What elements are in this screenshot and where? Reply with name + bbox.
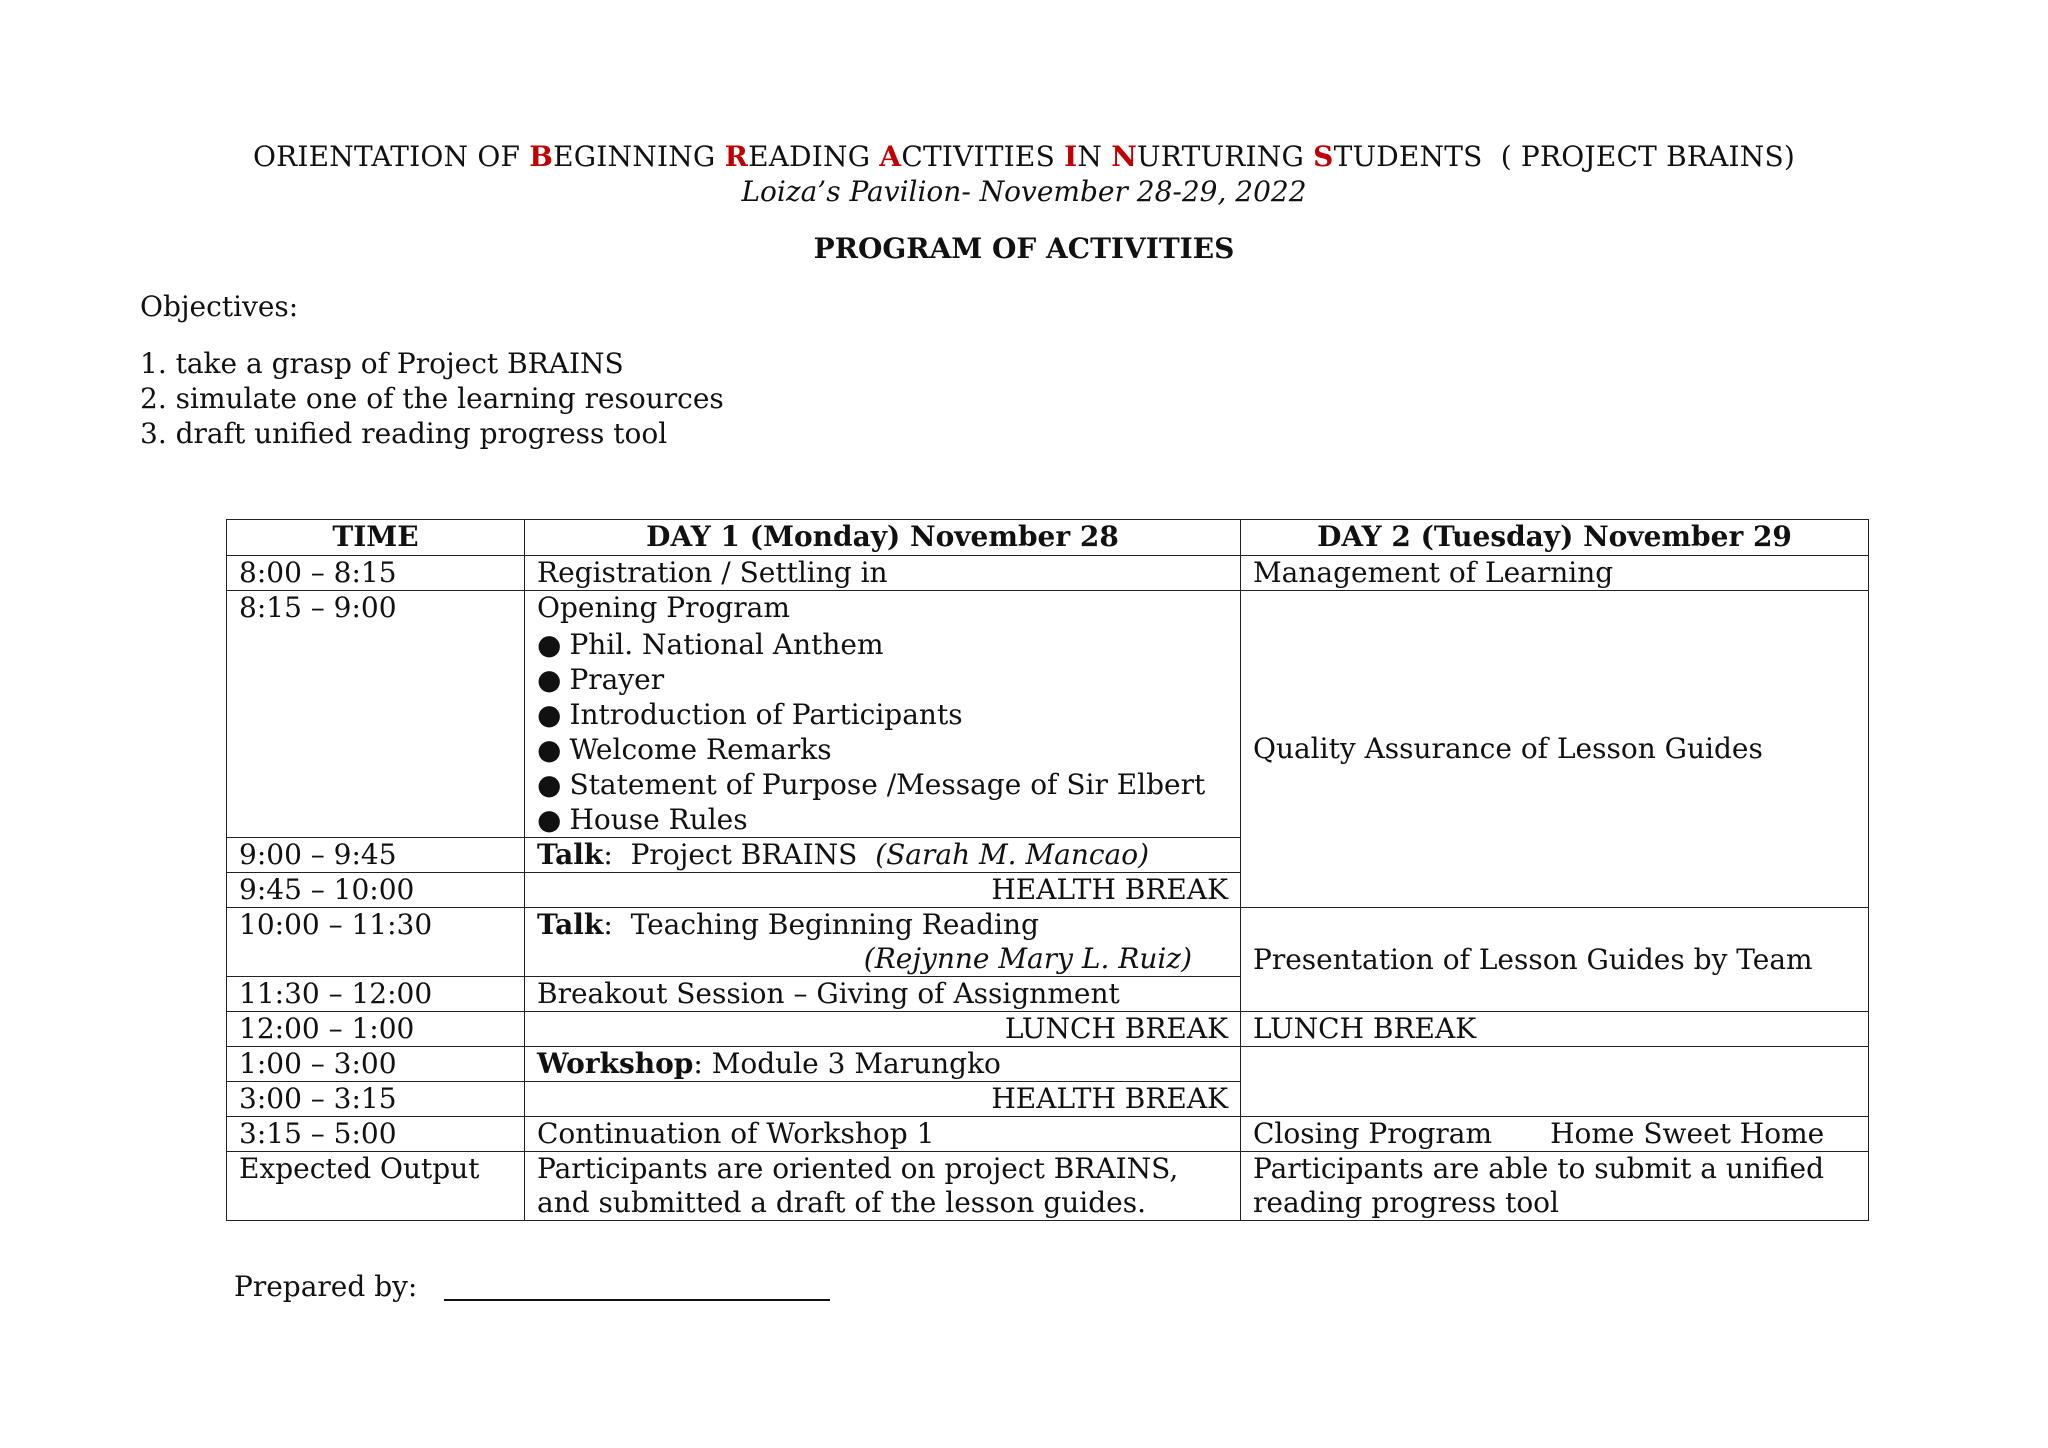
day2-presentation: Presentation of Lesson Guides by Team [1241, 908, 1869, 1012]
header-time: TIME [227, 520, 525, 556]
schedule-table [226, 519, 1869, 1221]
talk-label: Talk [537, 838, 604, 871]
bullet-icon: ● [537, 768, 562, 801]
table-row [227, 1152, 1869, 1221]
day1-lunch-break: LUNCH BREAK [525, 1012, 1241, 1047]
program-heading: PROGRAM OF ACTIVITIES [813, 232, 1235, 265]
title-initial: N [1111, 140, 1137, 173]
document-subtitle: Loiza’s Pavilion- November 28-29, 2022 [741, 175, 1307, 208]
home-sweet-home: Home Sweet Home [1550, 1117, 1825, 1150]
day2-empty-cell [1241, 1047, 1869, 1117]
talk-title: Project BRAINS [630, 838, 858, 871]
prepared-by-label: Prepared by: [234, 1270, 418, 1303]
talk-label: Talk [537, 908, 604, 941]
table-row [227, 1117, 1869, 1152]
day1-talk-1: Talk: Project BRAINS (Sarah M. Mancao) [525, 838, 1241, 873]
list-item: ● Phil. National Anthem [537, 628, 884, 661]
objective-item: 1. take a grasp of Project BRAINS [140, 347, 624, 380]
title-initial: R [724, 140, 749, 173]
talk-speaker: (Sarah M. Mancao) [875, 838, 1150, 871]
day1-workshop [525, 1047, 1241, 1082]
day1-registration: Registration / Settling in [525, 556, 1241, 591]
day2-expected-output: Participants are able to submit a unified reading progress tool [1241, 1152, 1869, 1221]
table-row [227, 591, 1869, 838]
title-segment: EADING [748, 140, 880, 173]
time-cell: 8:15 – 9:00 [227, 591, 525, 838]
title-segment: ORIENTATION OF [252, 140, 530, 173]
closing-program: Closing Program [1253, 1117, 1493, 1150]
time-cell: 9:00 – 9:45 [227, 838, 525, 873]
day2-management: Management of Learning [1241, 556, 1869, 591]
time-cell: 3:15 – 5:00 [227, 1117, 525, 1152]
day1-health-break-2: HEALTH BREAK [525, 1082, 1241, 1117]
workshop-label: Workshop [537, 1047, 694, 1080]
bullet-icon: ● [537, 733, 562, 766]
talk-title: Teaching Beginning Reading [630, 908, 1039, 941]
table-row [227, 1047, 1869, 1082]
time-cell: 1:00 – 3:00 [227, 1047, 525, 1082]
title-segment: TUDENTS ( PROJECT BRAINS) [1333, 140, 1796, 173]
opening-program-list [537, 627, 1228, 837]
day1-breakout: Breakout Session – Giving of Assignment [525, 977, 1241, 1012]
header-day1: DAY 1 (Monday) November 28 [525, 520, 1241, 556]
time-cell: 11:30 – 12:00 [227, 977, 525, 1012]
list-item: ● House Rules [537, 803, 748, 836]
title-segment: URTURING [1136, 140, 1314, 173]
time-cell: 3:00 – 3:15 [227, 1082, 525, 1117]
objectives-label: Objectives: [140, 290, 299, 323]
title-segment: CTIVITIES [901, 140, 1065, 173]
opening-program-title: Opening Program [537, 591, 790, 624]
objectives-list [140, 346, 724, 451]
objective-item: 2. simulate one of the learning resources [140, 382, 724, 415]
list-item: ● Introduction of Participants [537, 698, 963, 731]
header-day2: DAY 2 (Tuesday) November 29 [1241, 520, 1869, 556]
list-item: ● Welcome Remarks [537, 733, 832, 766]
time-cell: 10:00 – 11:30 [227, 908, 525, 977]
day1-opening-program [525, 591, 1241, 838]
title-initial: B [529, 140, 554, 173]
bullet-icon: ● [537, 698, 562, 731]
signature-line [444, 1299, 830, 1301]
workshop-title: : Module 3 Marungko [693, 1047, 1001, 1080]
day1-continuation: Continuation of Workshop 1 [525, 1117, 1241, 1152]
talk-speaker: (Rejynne Mary L. Ruiz) [863, 942, 1192, 975]
list-item: ● Prayer [537, 663, 665, 696]
title-initial: S [1313, 140, 1334, 173]
day1-health-break: HEALTH BREAK [525, 873, 1241, 908]
objective-item: 3. draft unified reading progress tool [140, 417, 668, 450]
time-cell: 8:00 – 8:15 [227, 556, 525, 591]
day2-closing [1241, 1117, 1869, 1152]
day2-quality-assurance: Quality Assurance of Lesson Guides [1241, 591, 1869, 908]
document-title [0, 140, 2048, 173]
table-row [227, 1012, 1869, 1047]
bullet-icon: ● [537, 803, 562, 836]
table-row [227, 556, 1869, 591]
list-item: ● Statement of Purpose /Message of Sir Elbert [537, 768, 1206, 801]
bullet-icon: ● [537, 663, 562, 696]
title-segment: N [1077, 140, 1112, 173]
day1-expected-output: Participants are oriented on project BRAINS, and submitted a draft of the lesson guides. [525, 1152, 1241, 1221]
table-header-row [227, 520, 1869, 556]
table-row [227, 908, 1869, 977]
title-initial: I [1064, 140, 1078, 173]
day2-lunch-break: LUNCH BREAK [1241, 1012, 1869, 1047]
time-cell: 12:00 – 1:00 [227, 1012, 525, 1047]
title-segment: EGINNING [553, 140, 725, 173]
bullet-icon: ● [537, 628, 562, 661]
time-cell: Expected Output [227, 1152, 525, 1221]
time-cell: 9:45 – 10:00 [227, 873, 525, 908]
title-initial: A [879, 140, 902, 173]
day1-talk-2: Talk: Teaching Beginning Reading (Rejynne Mary L. Ruiz) [525, 908, 1241, 977]
